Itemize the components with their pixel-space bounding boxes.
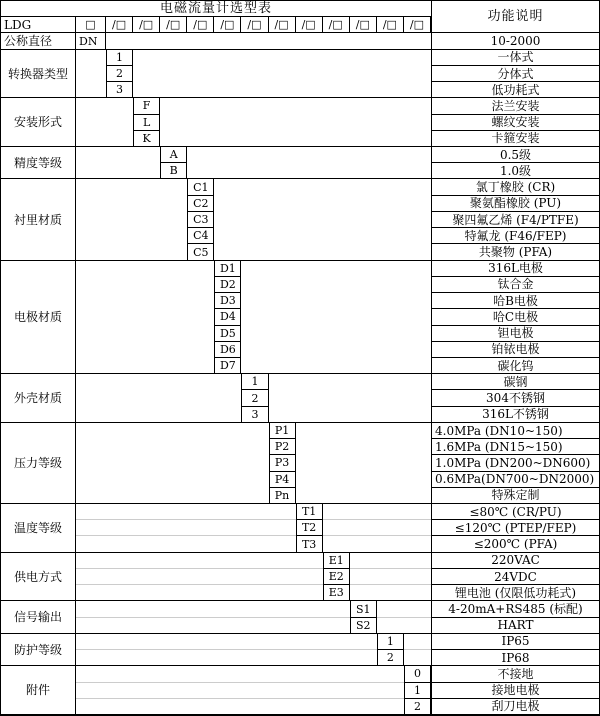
model-slash-box: /□ (187, 17, 214, 33)
desc-cell: 哈C电极 (431, 309, 599, 325)
code-box: 1 (377, 634, 404, 650)
desc-cell: 316L不锈钢 (431, 407, 599, 423)
code-box: 2 (241, 390, 268, 406)
blank-cell (76, 504, 296, 520)
code-box: 1 (241, 374, 268, 390)
section-label: 压力等级 (1, 423, 76, 504)
code-box: D4 (214, 309, 241, 325)
blank-cell (76, 374, 241, 423)
desc-cell: 铂铱电极 (431, 342, 599, 358)
desc-cell: 锂电池 (仅限低功耗式) (431, 585, 599, 601)
desc-cell: 4-20mA+RS485 (标配) (431, 601, 599, 617)
code-box: C3 (187, 212, 214, 228)
code-box: P1 (269, 423, 296, 439)
desc-cell: ≤120℃ (PTEP/FEP) (431, 520, 599, 536)
desc-cell: 0.6MPa(DN700~DN2000) (431, 472, 599, 488)
desc-cell: 0.5级 (431, 147, 599, 163)
blank-cell (76, 520, 296, 536)
code-box: F (133, 98, 160, 114)
desc-cell: 卡箍安装 (431, 131, 599, 147)
desc-cell: 304不锈钢 (431, 390, 599, 406)
section-label: 电极材质 (1, 261, 76, 375)
model-slash-box: /□ (269, 17, 296, 33)
desc-cell: 哈B电极 (431, 293, 599, 309)
desc-cell: ≤200℃ (PFA) (431, 536, 599, 552)
blank-cell (76, 536, 296, 552)
desc-cell: 碳化钨 (431, 358, 599, 374)
desc-cell: IP68 (431, 650, 599, 666)
desc-cell: 低功耗式 (431, 82, 599, 98)
code-box: 3 (106, 82, 133, 98)
desc-cell: 聚氨酯橡胶 (PU) (431, 196, 599, 212)
blank-cell (76, 634, 377, 650)
desc-cell: 刮刀电极 (431, 699, 599, 715)
model-slash-box: /□ (160, 17, 187, 33)
desc-cell: 220VAC (431, 553, 599, 569)
desc-cell: 碳钢 (431, 374, 599, 390)
blank-cell (214, 179, 431, 260)
desc-cell: 1.6MPa (DN15~150) (431, 439, 599, 455)
blank-cell (323, 520, 431, 536)
blank-cell (350, 553, 431, 569)
code-box: P4 (269, 472, 296, 488)
blank-cell (76, 650, 377, 666)
table-title: 电磁流量计选型表 (1, 1, 431, 17)
blank-cell (323, 536, 431, 552)
code-box: T2 (296, 520, 323, 536)
model-slash-box: /□ (296, 17, 323, 33)
model-slash-box: /□ (404, 17, 431, 33)
desc-cell: 共聚物 (PFA) (431, 244, 599, 260)
code-box: C2 (187, 196, 214, 212)
code-box: E1 (323, 553, 350, 569)
blank-cell (133, 50, 431, 99)
code-box: 1 (404, 683, 431, 699)
section-label: 温度等级 (1, 504, 76, 553)
desc-cell: 钛合金 (431, 277, 599, 293)
blank-cell (296, 423, 431, 504)
code-box: 1 (106, 50, 133, 66)
blank-cell (350, 569, 431, 585)
blank-cell (323, 504, 431, 520)
code-box: D7 (214, 358, 241, 374)
model-slash-box: /□ (133, 17, 160, 33)
blank-cell (76, 98, 133, 147)
section-label: 转换器类型 (1, 50, 76, 99)
blank-cell (404, 650, 431, 666)
model-base-box: □ (76, 17, 106, 33)
blank-cell (76, 666, 404, 682)
desc-cell: 4.0MPa (DN10~150) (431, 423, 599, 439)
desc-cell: 接地电极 (431, 683, 599, 699)
desc-cell: 特氟龙 (F46/FEP) (431, 228, 599, 244)
blank-cell (76, 147, 160, 179)
desc-cell: HART (431, 618, 599, 634)
section-label: 精度等级 (1, 147, 76, 179)
code-box: C4 (187, 228, 214, 244)
diameter-desc: 10-2000 (431, 33, 599, 49)
desc-cell: 特殊定制 (431, 488, 599, 504)
code-box: E3 (323, 585, 350, 601)
blank-cell (106, 33, 431, 49)
desc-cell: 24VDC (431, 569, 599, 585)
code-box: T3 (296, 536, 323, 552)
code-box: E2 (323, 569, 350, 585)
code-box: 3 (241, 407, 268, 423)
blank-cell (377, 601, 431, 617)
blank-cell (76, 683, 404, 699)
code-box: S1 (350, 601, 377, 617)
blank-cell (76, 261, 214, 375)
blank-cell (241, 261, 431, 375)
section-label: 附件 (1, 666, 76, 715)
desc-cell: 一体式 (431, 50, 599, 66)
code-box: 2 (106, 66, 133, 82)
blank-cell (76, 569, 323, 585)
desc-cell: 法兰安装 (431, 98, 599, 114)
code-box: D5 (214, 326, 241, 342)
blank-cell (269, 374, 432, 423)
diameter-label: 公称直径 (1, 33, 76, 49)
function-description-header: 功能说明 (431, 1, 599, 33)
code-box: 2 (377, 650, 404, 666)
blank-cell (76, 699, 404, 715)
model-slash-box: /□ (214, 17, 241, 33)
blank-cell (377, 618, 431, 634)
model-slash-box: /□ (241, 17, 268, 33)
blank-cell (76, 423, 269, 504)
code-box: A (160, 147, 187, 163)
section-label: 防护等级 (1, 634, 76, 666)
code-box: 0 (404, 666, 431, 682)
code-box: D6 (214, 342, 241, 358)
desc-cell: 氯丁橡胶 (CR) (431, 179, 599, 195)
code-box: D1 (214, 261, 241, 277)
blank-cell (76, 179, 187, 260)
model-slash-box: /□ (106, 17, 133, 33)
section-label: 供电方式 (1, 553, 76, 602)
blank-cell (160, 98, 431, 147)
section-label: 外壳材质 (1, 374, 76, 423)
code-box: Pn (269, 488, 296, 504)
desc-cell: 1.0级 (431, 163, 599, 179)
blank-cell (350, 585, 431, 601)
blank-cell (76, 618, 350, 634)
code-box: 2 (404, 699, 431, 715)
code-box: C5 (187, 244, 214, 260)
desc-cell: 316L电极 (431, 261, 599, 277)
code-box: B (160, 163, 187, 179)
code-box: P3 (269, 455, 296, 471)
desc-cell: 钽电极 (431, 326, 599, 342)
blank-cell (404, 634, 431, 650)
blank-cell (76, 553, 323, 569)
code-box: S2 (350, 618, 377, 634)
code-box: P2 (269, 439, 296, 455)
blank-cell (187, 147, 431, 179)
model-slash-box: /□ (377, 17, 404, 33)
section-label: 衬里材质 (1, 179, 76, 260)
desc-cell: 分体式 (431, 66, 599, 82)
desc-cell: 螺纹安装 (431, 115, 599, 131)
diameter-code: DN (76, 33, 106, 49)
desc-cell: IP65 (431, 634, 599, 650)
code-box: D2 (214, 277, 241, 293)
model-slash-box: /□ (350, 17, 377, 33)
code-box: K (133, 131, 160, 147)
blank-cell (76, 585, 323, 601)
desc-cell: 聚四氟乙烯 (F4/PTFE) (431, 212, 599, 228)
code-box: T1 (296, 504, 323, 520)
code-box: D3 (214, 293, 241, 309)
code-box: C1 (187, 179, 214, 195)
blank-cell (76, 50, 106, 99)
section-label: 信号输出 (1, 601, 76, 633)
desc-cell: 1.0MPa (DN200~DN600) (431, 455, 599, 471)
code-box: L (133, 115, 160, 131)
section-label: 安装形式 (1, 98, 76, 147)
model-slash-box: /□ (323, 17, 350, 33)
desc-cell: 不接地 (431, 666, 599, 682)
blank-cell (76, 601, 350, 617)
desc-cell: ≤80℃ (CR/PU) (431, 504, 599, 520)
model-prefix: LDG (1, 17, 76, 33)
